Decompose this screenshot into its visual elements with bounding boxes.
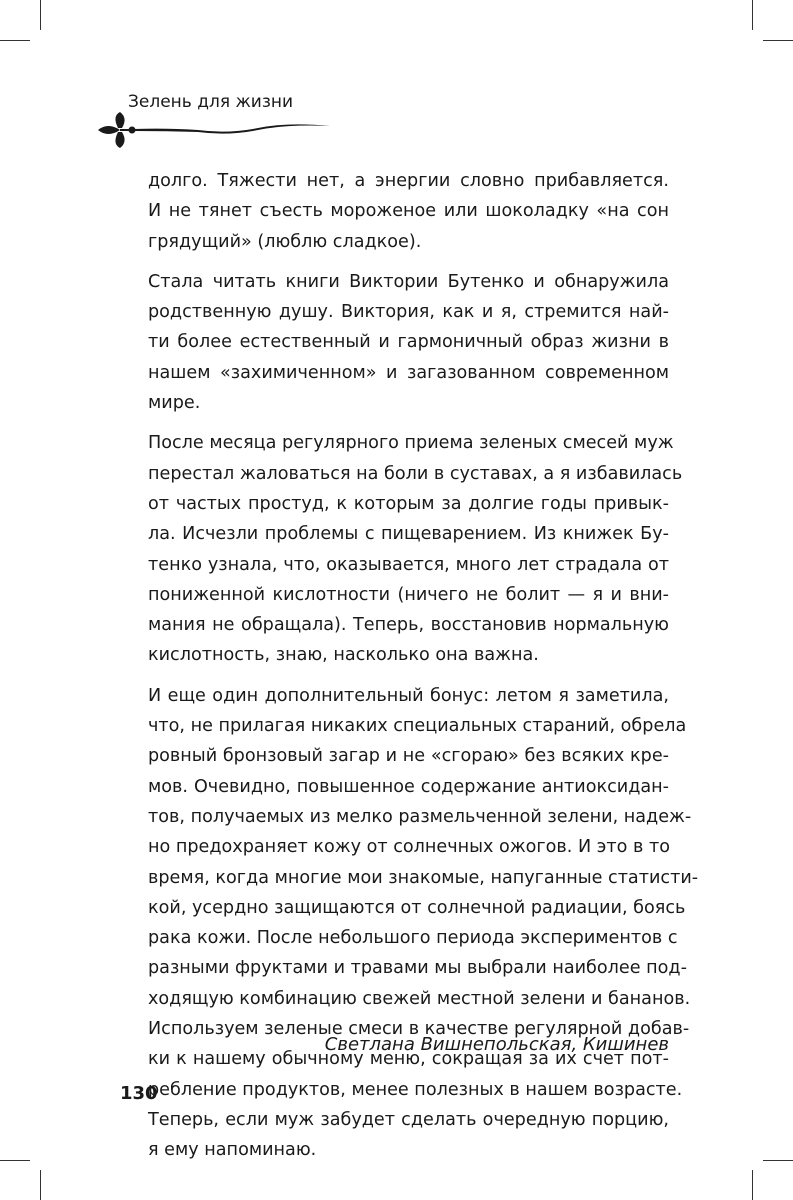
text-line: После месяца регулярного приема зеленых смесей муж — [148, 433, 674, 454]
text-line: ровный бронзовый загар и не «сгораю» без всяких кре- — [148, 746, 669, 767]
crop-mark — [40, 1170, 41, 1200]
text-line: тов, получаемых из мелко размельченной зелени, надеж- — [148, 806, 692, 827]
text-line: Теперь, если муж забудет сделать очередную порцию, — [148, 1109, 669, 1130]
text-line: время, когда многие мои знакомые, напуганные статисти- — [148, 867, 699, 888]
text-line: я ему напоминаю. — [148, 1140, 317, 1161]
paragraph — [148, 681, 699, 1166]
text-line: ла. Исчезли проблемы с пищеварением. Из книжек Бу- — [148, 524, 669, 545]
text-line: от частых простуд, к которым за долгие годы привык- — [148, 493, 669, 514]
text-line: рака кожи. После небольшого периода экспериментов с — [148, 928, 678, 949]
text-line: Стала читать книги Виктории Бутенко и обнаружила — [148, 271, 669, 292]
crop-mark — [0, 40, 30, 41]
text-line: перестал жаловаться на боли в суставах, а я избавилась — [148, 463, 683, 484]
leaf-ornament-icon — [98, 112, 338, 148]
text-line: мания не обращала). Теперь, восстановив нормальную — [148, 615, 669, 636]
text-line: ки к нашему обычному меню, сокращая за их счет пот- — [148, 1049, 669, 1070]
crop-mark — [40, 0, 41, 30]
text-line: что, не прилагая никаких специальных стараний, обрела — [148, 716, 687, 737]
page-number: 130 — [120, 1083, 158, 1104]
text-line: И еще один дополнительный бонус: летом я заметила, — [148, 685, 669, 706]
text-line: нашем «захимиченном» и загазованном современном — [148, 362, 669, 383]
crop-mark — [752, 0, 753, 30]
signature: Светлана Вишнепольская, Кишинев — [324, 1034, 669, 1055]
text-line: тенко узнала, что, оказывается, много лет страдала от — [148, 554, 669, 575]
text-line: И не тянет съесть мороженое или шоколадку «на сон — [148, 201, 669, 222]
paragraph — [148, 267, 669, 418]
text-line: мов. Очевидно, повышенное содержание антиоксидан- — [148, 776, 669, 797]
crop-mark — [763, 40, 793, 41]
text-line: грядущий» (люблю сладкое). — [148, 231, 422, 252]
text-line: кислотность, знаю, насколько она важна. — [148, 645, 539, 666]
text-line: ходящую комбинацию свежей местной зелени и бананов. — [148, 988, 691, 1009]
text-line: но предохраняет кожу от солнечных ожогов. И это в то — [148, 837, 670, 858]
text-line: долго. Тяжести нет, а энергии словно прибавляется. — [148, 171, 669, 191]
paragraph — [148, 166, 669, 257]
crop-mark — [752, 1170, 753, 1200]
text-line: разными фруктами и травами мы выбрали наиболее под- — [148, 958, 687, 979]
text-line: ребление продуктов, менее полезных в нашем возрасте. — [148, 1079, 683, 1100]
text-line: Используем зеленые смеси в качестве регулярной добав- — [148, 1019, 690, 1040]
crop-mark — [0, 1160, 30, 1161]
running-header: Зелень для жизни — [128, 92, 294, 112]
text-line: кой, усердно защищаются от солнечной радиации, боясь — [148, 897, 686, 918]
text-line: пониженной кислотности (ничего не болит — я и вни- — [148, 584, 669, 605]
paragraph — [148, 428, 683, 670]
crop-mark — [763, 1160, 793, 1161]
text-line: мире. — [148, 393, 201, 414]
text-line: родственную душу. Виктория, как и я, стремится най- — [148, 302, 669, 323]
text-line: ти более естественный и гармоничный образ жизни в — [148, 332, 669, 353]
body-text — [148, 166, 699, 1176]
